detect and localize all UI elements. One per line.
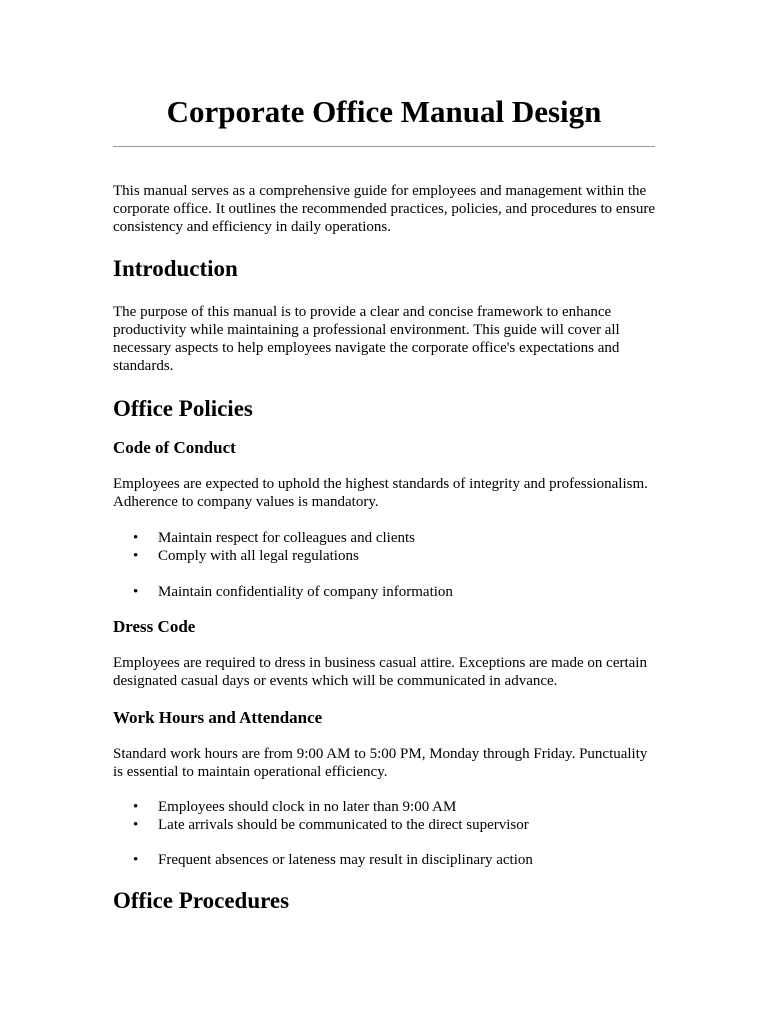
intro-paragraph: This manual serves as a comprehensive guide for employees and management within the corporate office. It outlines the recommended practices, policies, and procedures to ensure consistency and efficiency in daily operations. <box>113 183 656 235</box>
introduction-text: The purpose of this manual is to provide a clear and concise framework to enhance productivity while maintaining a professional environment. This guide will cover all necessary aspects to help employees navigate the corporate office's expectations and standards. <box>113 304 620 374</box>
list-item-text: Late arrivals should be communicated to the direct supervisor <box>158 817 529 833</box>
code-of-conduct-text: Employees are expected to uphold the highest standards of integrity and professionalism. Adherence to company values is mandatory. <box>113 476 648 510</box>
work-hours-list-continued <box>113 851 655 869</box>
dress-code-heading: Dress Code <box>113 617 196 636</box>
introduction-heading: Introduction <box>113 256 238 281</box>
work-hours-list <box>113 798 655 834</box>
code-of-conduct-list <box>113 529 655 565</box>
bullet-icon: • <box>133 817 139 833</box>
list-item <box>113 851 655 869</box>
list-item-text: Maintain confidentiality of company information <box>158 584 453 600</box>
bullet-icon: • <box>133 530 139 546</box>
bullet-icon: • <box>133 584 139 600</box>
list-item <box>113 547 655 565</box>
document-body <box>113 182 655 915</box>
title-divider <box>113 146 655 147</box>
list-item <box>113 529 655 547</box>
work-hours-text: Standard work hours are from 9:00 AM to 5:00 PM, Monday through Friday. Punctuality is essential to maintain operational efficiency. <box>113 746 648 780</box>
bullet-icon: • <box>133 799 139 815</box>
bullet-icon: • <box>133 852 139 868</box>
list-item-text: Maintain respect for colleagues and clients <box>158 530 415 546</box>
code-of-conduct-list-continued <box>113 583 655 601</box>
list-item-text: Comply with all legal regulations <box>158 548 359 564</box>
code-of-conduct-heading: Code of Conduct <box>113 438 236 457</box>
dress-code-text: Employees are required to dress in business casual attire. Exceptions are made on certain designated casual days or events which will be communicated in advance. <box>113 655 647 689</box>
list-item-text: Employees should clock in no later than 9:00 AM <box>158 799 457 815</box>
list-item <box>113 798 655 816</box>
list-item-text: Frequent absences or lateness may result in disciplinary action <box>158 852 533 868</box>
list-item <box>113 816 655 834</box>
bullet-icon: • <box>133 548 139 564</box>
document-title: Corporate Office Manual Design <box>166 94 602 129</box>
office-procedures-heading: Office Procedures <box>113 888 290 913</box>
list-item <box>113 583 655 601</box>
office-policies-heading: Office Policies <box>113 396 253 421</box>
work-hours-heading: Work Hours and Attendance <box>113 708 323 727</box>
